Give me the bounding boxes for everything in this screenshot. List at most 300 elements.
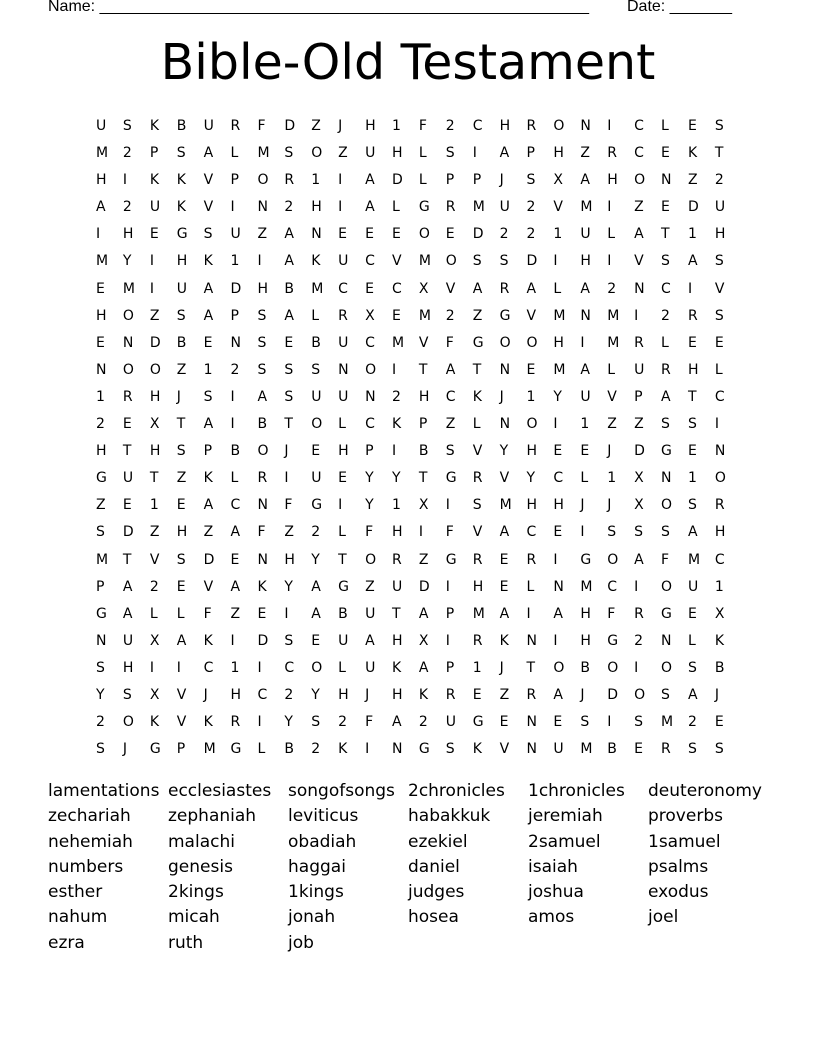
grid-letter: U	[499, 199, 510, 216]
grid-letter: O	[122, 361, 134, 378]
grid-row	[96, 438, 742, 465]
grid-letter: I	[284, 605, 289, 622]
grid-letter: 2	[687, 714, 697, 731]
grid-letter: H	[553, 145, 564, 162]
grid-letter: S	[472, 253, 482, 270]
grid-letter: H	[257, 280, 268, 297]
grid-letter: B	[418, 443, 429, 460]
grid-row	[96, 167, 742, 194]
grid-letter: O	[257, 172, 269, 189]
grid-letter: X	[634, 497, 644, 514]
grid-letter: A	[499, 145, 510, 162]
grid-letter: E	[96, 280, 105, 297]
grid-letter: C	[365, 253, 375, 270]
grid-letter: F	[257, 524, 266, 541]
grid-letter: V	[714, 280, 725, 297]
grid-letter: K	[257, 578, 267, 595]
grid-letter: V	[445, 280, 456, 297]
grid-letter: I	[149, 659, 154, 676]
grid-letter: I	[391, 361, 397, 378]
grid-letter: A	[230, 578, 241, 595]
grid-letter: G	[472, 334, 484, 351]
grid-letter: O	[311, 145, 323, 162]
grid-letter: K	[499, 632, 509, 649]
grid-letter: 2	[391, 388, 401, 405]
grid-letter: 2	[122, 145, 132, 162]
grid-letter: S	[661, 686, 670, 703]
grid-letter: U	[311, 388, 322, 405]
grid-letter: F	[445, 334, 454, 351]
grid-letter: Z	[634, 416, 644, 433]
grid-letter: T	[472, 361, 482, 378]
grid-letter: H	[96, 443, 107, 460]
grid-letter: D	[203, 551, 215, 568]
grid-letter: A	[661, 388, 671, 405]
grid-letter: T	[391, 605, 401, 622]
grid-letter: X	[418, 632, 429, 649]
grid-letter: S	[257, 307, 267, 324]
grid-letter: 2	[230, 361, 240, 378]
grid-letter: S	[661, 253, 670, 270]
grid-letter: S	[714, 253, 724, 270]
word-list-item: malachi	[168, 831, 235, 852]
grid-letter: O	[122, 714, 134, 731]
grid-letter: R	[607, 145, 617, 162]
grid-row	[96, 357, 742, 384]
grid-letter: E	[687, 443, 697, 460]
grid-letter: J	[122, 741, 128, 758]
grid-letter: X	[149, 686, 160, 703]
grid-letter: E	[338, 470, 348, 487]
grid-letter: I	[230, 632, 235, 649]
grid-letter: Z	[580, 145, 590, 162]
grid-row	[96, 465, 742, 492]
grid-letter: N	[338, 361, 349, 378]
grid-letter: E	[176, 578, 186, 595]
grid-letter: H	[391, 524, 403, 541]
grid-letter: E	[472, 686, 482, 703]
grid-letter: Z	[472, 307, 483, 324]
grid-letter: O	[365, 361, 377, 378]
grid-letter: O	[661, 497, 673, 514]
grid-letter: O	[607, 551, 619, 568]
grid-letter: E	[122, 416, 132, 433]
grid-letter: M	[418, 307, 431, 324]
grid-letter: O	[553, 659, 565, 676]
grid-letter: C	[472, 118, 483, 134]
grid-letter: L	[607, 361, 616, 378]
word-list-item: exodus	[648, 882, 709, 903]
grid-letter: X	[553, 172, 563, 189]
word-list-item: songofsongs	[288, 781, 395, 801]
grid-letter: E	[687, 334, 697, 351]
grid-letter: I	[687, 280, 693, 297]
grid-letter: K	[203, 632, 213, 649]
grid-letter: K	[149, 714, 159, 731]
grid-letter: A	[418, 605, 429, 622]
grid-letter: K	[472, 388, 482, 405]
grid-letter: R	[634, 605, 644, 622]
grid-letter: 2	[122, 199, 132, 216]
grid-letter: S	[687, 741, 697, 758]
grid-letter: J	[499, 659, 504, 676]
grid-letter: Y	[553, 388, 562, 405]
grid-letter: R	[714, 497, 725, 514]
grid-letter: M	[607, 334, 620, 351]
grid-letter: I	[365, 741, 370, 758]
grid-letter: Z	[149, 524, 160, 541]
grid-letter: U	[714, 199, 726, 216]
page-title: Bible-Old Testament	[160, 34, 656, 91]
grid-letter: 2	[634, 632, 644, 649]
grid-row	[96, 276, 742, 303]
grid-letter: E	[284, 334, 294, 351]
grid-letter: A	[634, 551, 644, 568]
grid-letter: S	[203, 226, 213, 243]
grid-letter: R	[526, 686, 537, 703]
grid-letter: P	[634, 388, 643, 405]
grid-letter: M	[580, 578, 593, 595]
word-list-item: ecclesiastes	[168, 781, 272, 801]
grid-letter: I	[257, 659, 262, 676]
grid-letter: Z	[338, 145, 348, 162]
grid-letter: Y	[284, 578, 293, 595]
grid-row	[96, 492, 742, 519]
grid-letter: R	[284, 172, 295, 189]
grid-letter: H	[96, 307, 107, 324]
grid-letter: I	[418, 524, 424, 541]
grid-letter: Z	[445, 416, 456, 433]
grid-letter: 2	[284, 686, 294, 703]
grid-letter: R	[526, 551, 537, 568]
grid-letter: C	[634, 118, 644, 134]
grid-letter: A	[365, 632, 375, 649]
grid-letter: I	[230, 199, 235, 216]
grid-letter: L	[149, 605, 158, 622]
word-list-item: daniel	[408, 856, 460, 877]
grid-letter: I	[338, 199, 343, 216]
grid-letter: V	[203, 578, 214, 595]
grid-letter: 1	[580, 416, 590, 433]
grid-letter: V	[472, 524, 483, 541]
grid-letter: 2	[96, 714, 105, 731]
grid-letter: E	[553, 443, 563, 460]
grid-letter: E	[714, 334, 724, 351]
grid-letter: H	[418, 388, 430, 405]
grid-letter: F	[203, 605, 212, 622]
grid-letter: O	[122, 307, 134, 324]
grid-letter: E	[553, 524, 563, 541]
grid-letter: G	[418, 199, 430, 216]
grid-letter: S	[96, 741, 105, 758]
grid-letter: N	[580, 307, 591, 324]
grid-letter: N	[391, 741, 403, 758]
grid-letter: O	[149, 361, 161, 378]
word-list-item: haggai	[288, 856, 346, 877]
grid-letter: P	[365, 443, 374, 460]
grid-letter: I	[445, 632, 450, 649]
grid-letter: N	[499, 361, 511, 378]
grid-letter: I	[580, 334, 585, 351]
grid-letter: M	[391, 334, 405, 351]
grid-letter: M	[607, 307, 620, 324]
grid-letter: G	[96, 605, 107, 622]
grid-letter: E	[391, 226, 401, 243]
grid-letter: R	[499, 280, 510, 297]
date-field-label: Date: _______	[627, 0, 732, 15]
grid-letter: O	[311, 659, 323, 676]
grid-letter: B	[257, 416, 268, 433]
grid-letter: X	[418, 497, 429, 514]
grid-letter: S	[687, 416, 697, 433]
grid-letter: I	[338, 497, 343, 514]
grid-letter: P	[203, 443, 213, 460]
grid-letter: L	[257, 741, 266, 758]
grid-letter: C	[365, 416, 375, 433]
grid-letter: N	[714, 443, 726, 460]
grid-letter: H	[580, 605, 591, 622]
grid-letter: S	[284, 145, 294, 162]
grid-letter: L	[176, 605, 185, 622]
grid-letter: S	[284, 361, 294, 378]
grid-letter: U	[391, 578, 403, 595]
grid-letter: K	[472, 741, 482, 758]
grid-letter: S	[445, 443, 455, 460]
grid-letter: E	[445, 226, 455, 243]
grid-letter: U	[96, 118, 107, 134]
grid-letter: U	[338, 388, 349, 405]
word-list-item: 1samuel	[648, 831, 721, 852]
grid-letter: E	[526, 361, 536, 378]
word-list-item: ruth	[168, 932, 204, 953]
grid-letter: B	[284, 741, 294, 758]
grid-letter: 1	[553, 226, 563, 243]
grid-letter: R	[445, 199, 456, 216]
grid-letter: P	[230, 307, 239, 324]
grid-letter: R	[338, 307, 348, 324]
grid-letter: E	[687, 605, 697, 622]
grid-letter: C	[338, 280, 348, 297]
grid-letter: U	[580, 226, 591, 243]
grid-letter: V	[607, 388, 617, 405]
grid-letter: A	[122, 578, 133, 595]
grid-letter: V	[553, 199, 563, 216]
grid-letter: M	[96, 253, 109, 270]
grid-letter: O	[607, 659, 619, 676]
grid-letter: O	[257, 443, 269, 460]
grid-letter: 2	[311, 741, 321, 758]
grid-letter: A	[284, 253, 294, 270]
grid-letter: J	[607, 443, 612, 460]
word-list-item: 2samuel	[528, 831, 601, 852]
grid-letter: I	[634, 578, 639, 595]
grid-letter: B	[338, 605, 348, 622]
grid-letter: C	[284, 659, 295, 676]
grid-letter: U	[365, 145, 376, 162]
grid-letter: R	[687, 307, 698, 324]
grid-letter: J	[338, 118, 343, 134]
grid-letter: D	[607, 686, 618, 703]
grid-letter: I	[580, 524, 585, 541]
grid-letter: M	[553, 307, 566, 324]
grid-letter: Z	[203, 524, 214, 541]
grid-row	[96, 547, 742, 574]
grid-letter: E	[580, 443, 590, 460]
grid-letter: E	[365, 280, 374, 297]
grid-letter: 1	[687, 470, 697, 487]
grid-letter: P	[445, 605, 455, 622]
grid-letter: F	[418, 118, 427, 134]
grid-letter: Z	[230, 605, 241, 622]
grid-letter: D	[230, 280, 242, 297]
grid-letter: J	[203, 686, 208, 703]
word-list-item: joel	[648, 907, 679, 928]
grid-letter: H	[365, 118, 376, 134]
word-list-item: zephaniah	[168, 806, 257, 827]
grid-letter: 2	[418, 714, 428, 731]
grid-letter: I	[230, 416, 235, 433]
grid-letter: Z	[418, 551, 429, 568]
grid-letter: S	[580, 714, 590, 731]
grid-letter: K	[203, 470, 213, 487]
grid-letter: Z	[176, 470, 187, 487]
grid-letter: T	[661, 226, 670, 243]
grid-letter: A	[499, 605, 510, 622]
grid-letter: K	[311, 253, 321, 270]
grid-letter: L	[418, 172, 427, 189]
word-list-item: lamentations	[48, 781, 160, 801]
grid-letter: U	[634, 361, 645, 378]
word-list-item: psalms	[648, 856, 709, 877]
grid-letter: Z	[311, 118, 321, 134]
grid-letter: M	[687, 551, 701, 568]
grid-letter: U	[580, 388, 591, 405]
grid-letter: E	[338, 226, 348, 243]
grid-letter: D	[687, 199, 699, 216]
grid-letter: I	[714, 416, 719, 433]
grid-letter: P	[149, 145, 159, 162]
grid-letter: M	[203, 741, 216, 758]
grid-letter: I	[607, 714, 612, 731]
grid-letter: A	[257, 388, 268, 405]
grid-letter: D	[284, 118, 296, 134]
grid-letter: Z	[687, 172, 698, 189]
grid-letter: 2	[96, 416, 105, 433]
grid-letter: O	[661, 659, 673, 676]
grid-letter: Y	[365, 470, 374, 487]
grid-letter: O	[365, 551, 377, 568]
grid-row	[96, 113, 742, 140]
grid-letter: N	[365, 388, 376, 405]
grid-letter: B	[230, 443, 241, 460]
grid-letter: P	[96, 578, 105, 595]
grid-letter: T	[122, 551, 132, 568]
grid-letter: S	[284, 632, 294, 649]
grid-letter: H	[391, 686, 403, 703]
grid-letter: X	[149, 416, 160, 433]
grid-letter: H	[122, 226, 134, 243]
grid-letter: P	[176, 741, 186, 758]
grid-letter: Z	[149, 307, 160, 324]
grid-letter: F	[257, 118, 266, 134]
grid-row	[96, 221, 742, 248]
word-list-item: habakkuk	[408, 806, 491, 827]
grid-letter: D	[418, 578, 430, 595]
grid-letter: V	[499, 741, 510, 758]
grid-letter: 2	[445, 307, 455, 324]
grid-letter: G	[607, 632, 619, 649]
grid-letter: E	[553, 714, 563, 731]
grid-letter: R	[472, 470, 483, 487]
grid-letter: D	[391, 172, 403, 189]
grid-letter: N	[257, 551, 268, 568]
grid-letter: J	[607, 497, 612, 514]
grid-letter: N	[230, 334, 242, 351]
grid-letter: O	[634, 172, 646, 189]
grid-row	[96, 303, 742, 330]
grid-letter: V	[203, 172, 214, 189]
grid-letter: A	[230, 524, 241, 541]
grid-letter: T	[526, 659, 536, 676]
grid-letter: H	[553, 497, 564, 514]
grid-letter: I	[553, 551, 558, 568]
grid-letter: O	[634, 686, 646, 703]
grid-letter: A	[311, 578, 321, 595]
grid-letter: H	[526, 497, 538, 514]
grid-row	[96, 574, 742, 601]
grid-letter: C	[714, 551, 725, 568]
header	[0, 0, 816, 20]
grid-letter: U	[687, 578, 699, 595]
grid-letter: S	[714, 307, 724, 324]
word-list-item: ezra	[48, 932, 85, 953]
grid-letter: N	[499, 416, 511, 433]
word-list-item: job	[288, 932, 314, 953]
grid-letter: D	[634, 443, 645, 460]
grid-letter: M	[580, 741, 593, 758]
word-list-item: nehemiah	[48, 831, 133, 852]
grid-letter: A	[122, 605, 133, 622]
grid-letter: H	[714, 226, 726, 243]
grid-letter: S	[257, 334, 267, 351]
grid-letter: N	[580, 118, 591, 134]
grid-letter: A	[203, 416, 214, 433]
grid-letter: M	[661, 714, 674, 731]
grid-letter: 2	[714, 172, 724, 189]
grid-letter: C	[553, 470, 564, 487]
grid-letter: R	[122, 388, 133, 405]
grid-letter: B	[311, 334, 321, 351]
grid-letter: K	[391, 416, 402, 433]
grid-letter: S	[661, 524, 670, 541]
grid-letter: Z	[499, 686, 510, 703]
grid-letter: 1	[311, 172, 321, 189]
grid-letter: S	[445, 145, 455, 162]
grid-letter: D	[526, 253, 538, 270]
grid-letter: L	[472, 416, 481, 433]
word-list-item: amos	[528, 907, 575, 928]
word-list-item: jonah	[288, 907, 336, 928]
word-list-item: 2kings	[168, 882, 224, 903]
grid-letter: P	[445, 172, 455, 189]
grid-letter: S	[714, 741, 724, 758]
grid-letter: L	[687, 632, 696, 649]
grid-letter: S	[284, 388, 294, 405]
grid-letter: D	[149, 334, 161, 351]
grid-letter: N	[526, 714, 537, 731]
grid-letter: Z	[365, 578, 375, 595]
grid-letter: G	[96, 470, 107, 487]
